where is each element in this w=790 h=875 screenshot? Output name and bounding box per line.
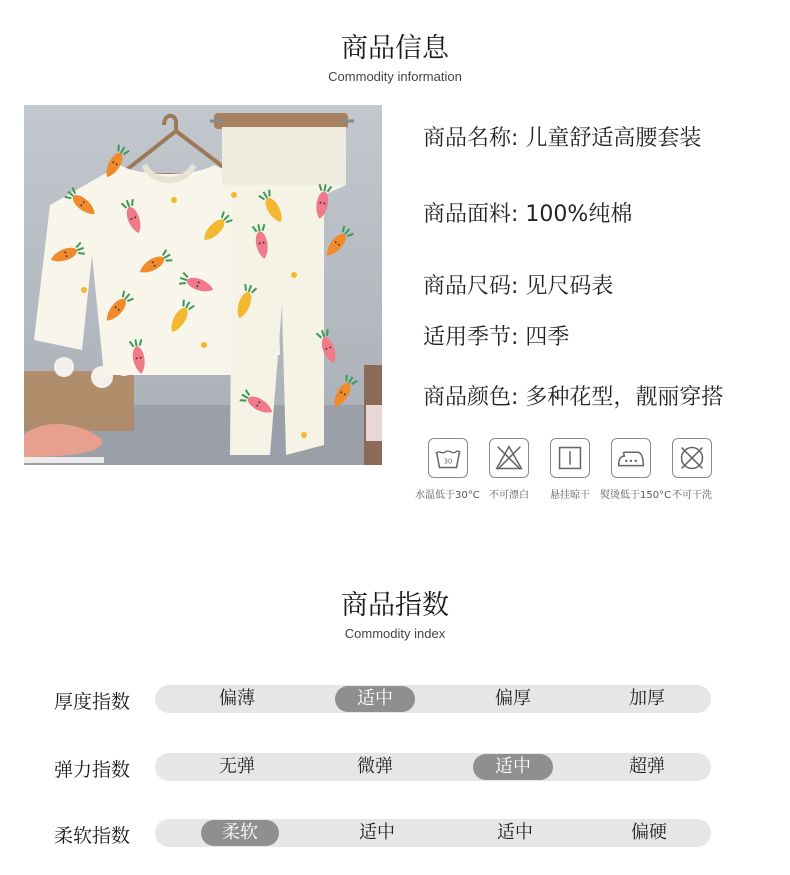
product-fabric-value: 100%纯棉 <box>525 202 633 227</box>
care-label-iron: 熨烫低于150°C <box>600 490 672 501</box>
product-fabric <box>423 197 632 228</box>
product-photo <box>24 105 382 465</box>
product-color-value: 多种花型，靓丽穿搭 <box>525 385 724 410</box>
thickness-index-label: 厚度指数 <box>54 691 131 713</box>
product-name-label: 商品名称: <box>423 126 519 151</box>
product-season-label: 适用季节: <box>423 325 519 350</box>
product-color-label: 商品颜色: <box>423 385 519 410</box>
softness-index-label: 柔软指数 <box>54 825 131 847</box>
thickness-option-selected: 适中 <box>335 686 415 712</box>
softness-option: 偏硬 <box>631 822 667 843</box>
care-label-hang-dry: 悬挂晾干 <box>550 490 590 501</box>
product-season-value: 四季 <box>525 325 570 350</box>
softness-index-bar <box>155 819 711 847</box>
no-bleach-icon <box>489 438 529 478</box>
care-label-no-bleach: 不可漂白 <box>489 490 529 501</box>
elasticity-option: 微弹 <box>357 756 393 777</box>
elasticity-option-selected: 适中 <box>473 754 553 780</box>
care-label-no-dry-clean: 不可干洗 <box>672 490 712 501</box>
wash-30-icon <box>428 438 468 478</box>
product-season <box>423 320 569 351</box>
info-section-title: 商品信息 <box>341 33 449 64</box>
no-dry-clean-icon <box>672 438 712 478</box>
product-color <box>423 380 723 411</box>
thickness-index-bar <box>155 685 711 713</box>
iron-150-icon <box>611 438 651 478</box>
thickness-option: 加厚 <box>629 688 665 709</box>
hang-dry-icon <box>550 438 590 478</box>
elasticity-option: 无弹 <box>219 756 255 777</box>
elasticity-index-bar <box>155 753 711 781</box>
product-size <box>423 269 613 300</box>
thickness-option: 偏厚 <box>495 688 531 709</box>
product-size-value: 见尺码表 <box>525 274 614 299</box>
softness-option-selected: 柔软 <box>201 820 279 846</box>
index-section-subtitle: Commodity index <box>344 626 446 641</box>
wash-temperature-mark: 30 <box>443 457 453 466</box>
product-name-value: 儿童舒适高腰套装 <box>525 126 702 151</box>
softness-option: 适中 <box>497 822 533 843</box>
info-section-subtitle: Commodity information <box>328 69 462 84</box>
product-photo-illustration <box>24 105 382 465</box>
elasticity-index-label: 弹力指数 <box>54 759 131 781</box>
product-size-label: 商品尺码: <box>423 274 519 299</box>
softness-option: 适中 <box>359 822 395 843</box>
index-section-title: 商品指数 <box>341 590 449 621</box>
care-label-wash: 水温低于30°C <box>415 490 480 501</box>
elasticity-option: 超弹 <box>629 756 665 777</box>
product-name <box>423 121 701 152</box>
product-fabric-label: 商品面料: <box>423 202 519 227</box>
thickness-option: 偏薄 <box>219 688 255 709</box>
